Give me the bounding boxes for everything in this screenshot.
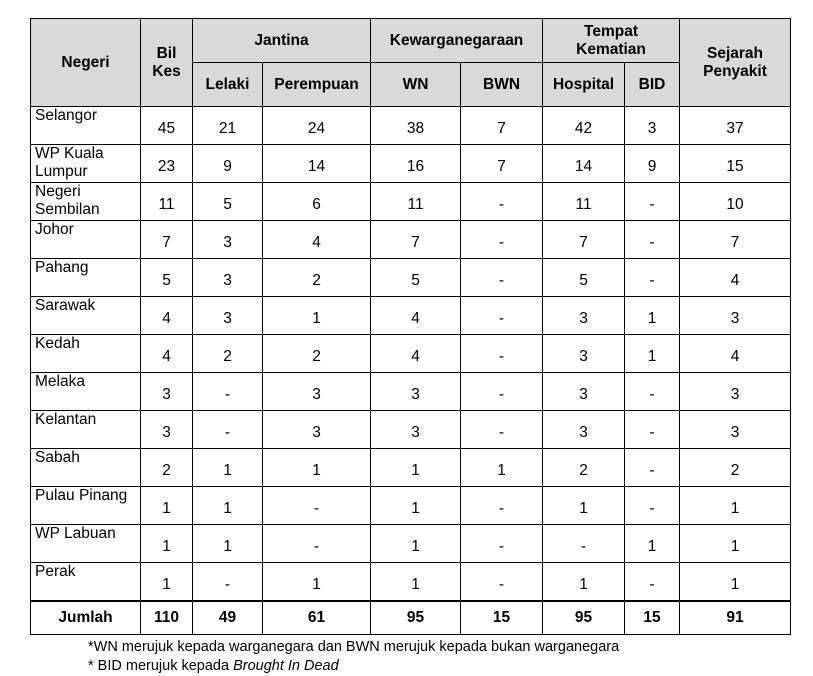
cell-hospital: 42 <box>543 107 625 145</box>
cell-bid: - <box>625 411 680 449</box>
cell-bwn: 1 <box>461 449 543 487</box>
cell-bil-kes: 3 <box>141 411 193 449</box>
cell-bid: - <box>625 563 680 602</box>
cell-sejarah: 4 <box>680 335 791 373</box>
cell-perempuan: 4 <box>263 221 371 259</box>
cell-lelaki: - <box>193 563 263 602</box>
cell-hospital: 1 <box>543 563 625 602</box>
cell-bil-kes: 2 <box>141 449 193 487</box>
header-sejarah-penyakit: Sejarah Penyakit <box>680 19 791 107</box>
cell-bil-kes: 45 <box>141 107 193 145</box>
state-name: Negeri Sembilan <box>31 183 141 221</box>
cell-hospital: 3 <box>543 297 625 335</box>
cell-bwn: - <box>461 297 543 335</box>
cell-perempuan: 1 <box>263 449 371 487</box>
total-wn: 95 <box>371 601 461 635</box>
death-cases-table <box>30 18 791 635</box>
cell-perempuan: 3 <box>263 373 371 411</box>
state-name: Kelantan <box>31 411 141 449</box>
cell-perempuan: 1 <box>263 297 371 335</box>
cell-sejarah: 3 <box>680 411 791 449</box>
table-row <box>31 487 791 525</box>
total-bwn: 15 <box>461 601 543 635</box>
state-name: WP Kuala Lumpur <box>31 145 141 183</box>
cell-sejarah: 3 <box>680 297 791 335</box>
header-wn: WN <box>371 63 461 107</box>
cell-wn: 1 <box>371 563 461 602</box>
cell-hospital: 7 <box>543 221 625 259</box>
cell-wn: 38 <box>371 107 461 145</box>
header-perempuan: Perempuan <box>263 63 371 107</box>
cell-bid: 3 <box>625 107 680 145</box>
cell-bwn: - <box>461 487 543 525</box>
cell-hospital: 11 <box>543 183 625 221</box>
cell-perempuan: 6 <box>263 183 371 221</box>
cell-perempuan: 24 <box>263 107 371 145</box>
cell-sejarah: 7 <box>680 221 791 259</box>
total-label: Jumlah <box>31 601 141 635</box>
cell-sejarah: 15 <box>680 145 791 183</box>
footnote-bid-prefix: * BID merujuk kepada <box>88 658 234 674</box>
table-row <box>31 525 791 563</box>
cell-sejarah: 3 <box>680 373 791 411</box>
footnotes <box>30 638 790 676</box>
cell-bwn: - <box>461 259 543 297</box>
table-row <box>31 335 791 373</box>
cell-wn: 3 <box>371 411 461 449</box>
total-lelaki: 49 <box>193 601 263 635</box>
table-row <box>31 107 791 145</box>
cell-hospital: 1 <box>543 487 625 525</box>
header-lelaki: Lelaki <box>193 63 263 107</box>
state-name: Perak <box>31 563 141 602</box>
header-negeri: Negeri <box>31 19 141 107</box>
total-sejarah: 91 <box>680 601 791 635</box>
cell-sejarah: 2 <box>680 449 791 487</box>
header-kewarganegaraan: Kewarganegaraan <box>371 19 543 63</box>
cell-bil-kes: 1 <box>141 487 193 525</box>
state-name: Johor <box>31 221 141 259</box>
cell-wn: 1 <box>371 487 461 525</box>
header-hospital: Hospital <box>543 63 625 107</box>
cell-perempuan: 3 <box>263 411 371 449</box>
cell-bil-kes: 3 <box>141 373 193 411</box>
cell-perempuan: 2 <box>263 259 371 297</box>
cell-perempuan: 2 <box>263 335 371 373</box>
cell-wn: 1 <box>371 525 461 563</box>
cell-lelaki: 2 <box>193 335 263 373</box>
header-bil-kes: Bil Kes <box>141 19 193 107</box>
cell-bwn: - <box>461 563 543 602</box>
state-name: WP Labuan <box>31 525 141 563</box>
cell-hospital: 14 <box>543 145 625 183</box>
cell-lelaki: 3 <box>193 221 263 259</box>
cell-bil-kes: 7 <box>141 221 193 259</box>
cell-bid: - <box>625 221 680 259</box>
table-header <box>31 19 791 107</box>
cell-wn: 7 <box>371 221 461 259</box>
cell-wn: 11 <box>371 183 461 221</box>
table-row <box>31 297 791 335</box>
footnote-bid <box>88 657 790 676</box>
cell-sejarah: 10 <box>680 183 791 221</box>
table-row <box>31 563 791 602</box>
cell-lelaki: 3 <box>193 297 263 335</box>
cell-bid: - <box>625 487 680 525</box>
cell-bid: - <box>625 259 680 297</box>
cell-hospital: 3 <box>543 411 625 449</box>
table-row <box>31 411 791 449</box>
cell-bwn: - <box>461 221 543 259</box>
state-name: Sabah <box>31 449 141 487</box>
state-name: Selangor <box>31 107 141 145</box>
cell-perempuan: - <box>263 487 371 525</box>
cell-wn: 16 <box>371 145 461 183</box>
table-row <box>31 221 791 259</box>
table-row <box>31 449 791 487</box>
cell-hospital: - <box>543 525 625 563</box>
cell-bwn: - <box>461 525 543 563</box>
total-hospital: 95 <box>543 601 625 635</box>
cell-bid: 9 <box>625 145 680 183</box>
cell-lelaki: 21 <box>193 107 263 145</box>
cell-bid: - <box>625 183 680 221</box>
total-bid: 15 <box>625 601 680 635</box>
cell-lelaki: 1 <box>193 449 263 487</box>
cell-lelaki: 9 <box>193 145 263 183</box>
cell-bil-kes: 1 <box>141 525 193 563</box>
table-footer <box>31 601 791 635</box>
cell-wn: 1 <box>371 449 461 487</box>
cell-bil-kes: 1 <box>141 563 193 602</box>
cell-bwn: 7 <box>461 107 543 145</box>
cell-sejarah: 1 <box>680 525 791 563</box>
footnote-bid-italic: Brought In Dead <box>233 658 339 674</box>
cell-sejarah: 4 <box>680 259 791 297</box>
cell-bwn: - <box>461 411 543 449</box>
state-name: Pulau Pinang <box>31 487 141 525</box>
cell-bil-kes: 23 <box>141 145 193 183</box>
header-jantina: Jantina <box>193 19 371 63</box>
cell-lelaki: - <box>193 373 263 411</box>
cell-sejarah: 1 <box>680 487 791 525</box>
cell-hospital: 3 <box>543 373 625 411</box>
cell-bwn: - <box>461 373 543 411</box>
table-body <box>31 107 791 602</box>
cell-sejarah: 1 <box>680 563 791 602</box>
cell-lelaki: 3 <box>193 259 263 297</box>
cell-perempuan: 14 <box>263 145 371 183</box>
header-bwn: BWN <box>461 63 543 107</box>
cell-hospital: 2 <box>543 449 625 487</box>
cell-wn: 5 <box>371 259 461 297</box>
footnote-wn-bwn: *WN merujuk kepada warganegara dan BWN merujuk kepada bukan warganegara <box>88 639 620 655</box>
cell-bil-kes: 5 <box>141 259 193 297</box>
cell-sejarah: 37 <box>680 107 791 145</box>
table-row <box>31 373 791 411</box>
cell-wn: 4 <box>371 297 461 335</box>
cell-bwn: - <box>461 335 543 373</box>
cell-perempuan: - <box>263 525 371 563</box>
cell-bwn: - <box>461 183 543 221</box>
table-container <box>30 18 790 676</box>
cell-wn: 3 <box>371 373 461 411</box>
cell-lelaki: 5 <box>193 183 263 221</box>
state-name: Sarawak <box>31 297 141 335</box>
cell-bil-kes: 11 <box>141 183 193 221</box>
cell-bwn: 7 <box>461 145 543 183</box>
cell-bid: 1 <box>625 525 680 563</box>
cell-bil-kes: 4 <box>141 297 193 335</box>
cell-lelaki: - <box>193 411 263 449</box>
state-name: Kedah <box>31 335 141 373</box>
cell-bid: 1 <box>625 335 680 373</box>
header-tempat-kematian: Tempat Kematian <box>543 19 680 63</box>
total-row <box>31 601 791 635</box>
cell-bil-kes: 4 <box>141 335 193 373</box>
table-row <box>31 259 791 297</box>
cell-lelaki: 1 <box>193 525 263 563</box>
total-bil-kes: 110 <box>141 601 193 635</box>
cell-bid: - <box>625 449 680 487</box>
table-row <box>31 183 791 221</box>
cell-lelaki: 1 <box>193 487 263 525</box>
cell-perempuan: 1 <box>263 563 371 602</box>
table-row <box>31 145 791 183</box>
cell-hospital: 3 <box>543 335 625 373</box>
cell-bid: - <box>625 373 680 411</box>
state-name: Pahang <box>31 259 141 297</box>
state-name: Melaka <box>31 373 141 411</box>
header-bid: BID <box>625 63 680 107</box>
total-perempuan: 61 <box>263 601 371 635</box>
cell-wn: 4 <box>371 335 461 373</box>
cell-bid: 1 <box>625 297 680 335</box>
cell-hospital: 5 <box>543 259 625 297</box>
